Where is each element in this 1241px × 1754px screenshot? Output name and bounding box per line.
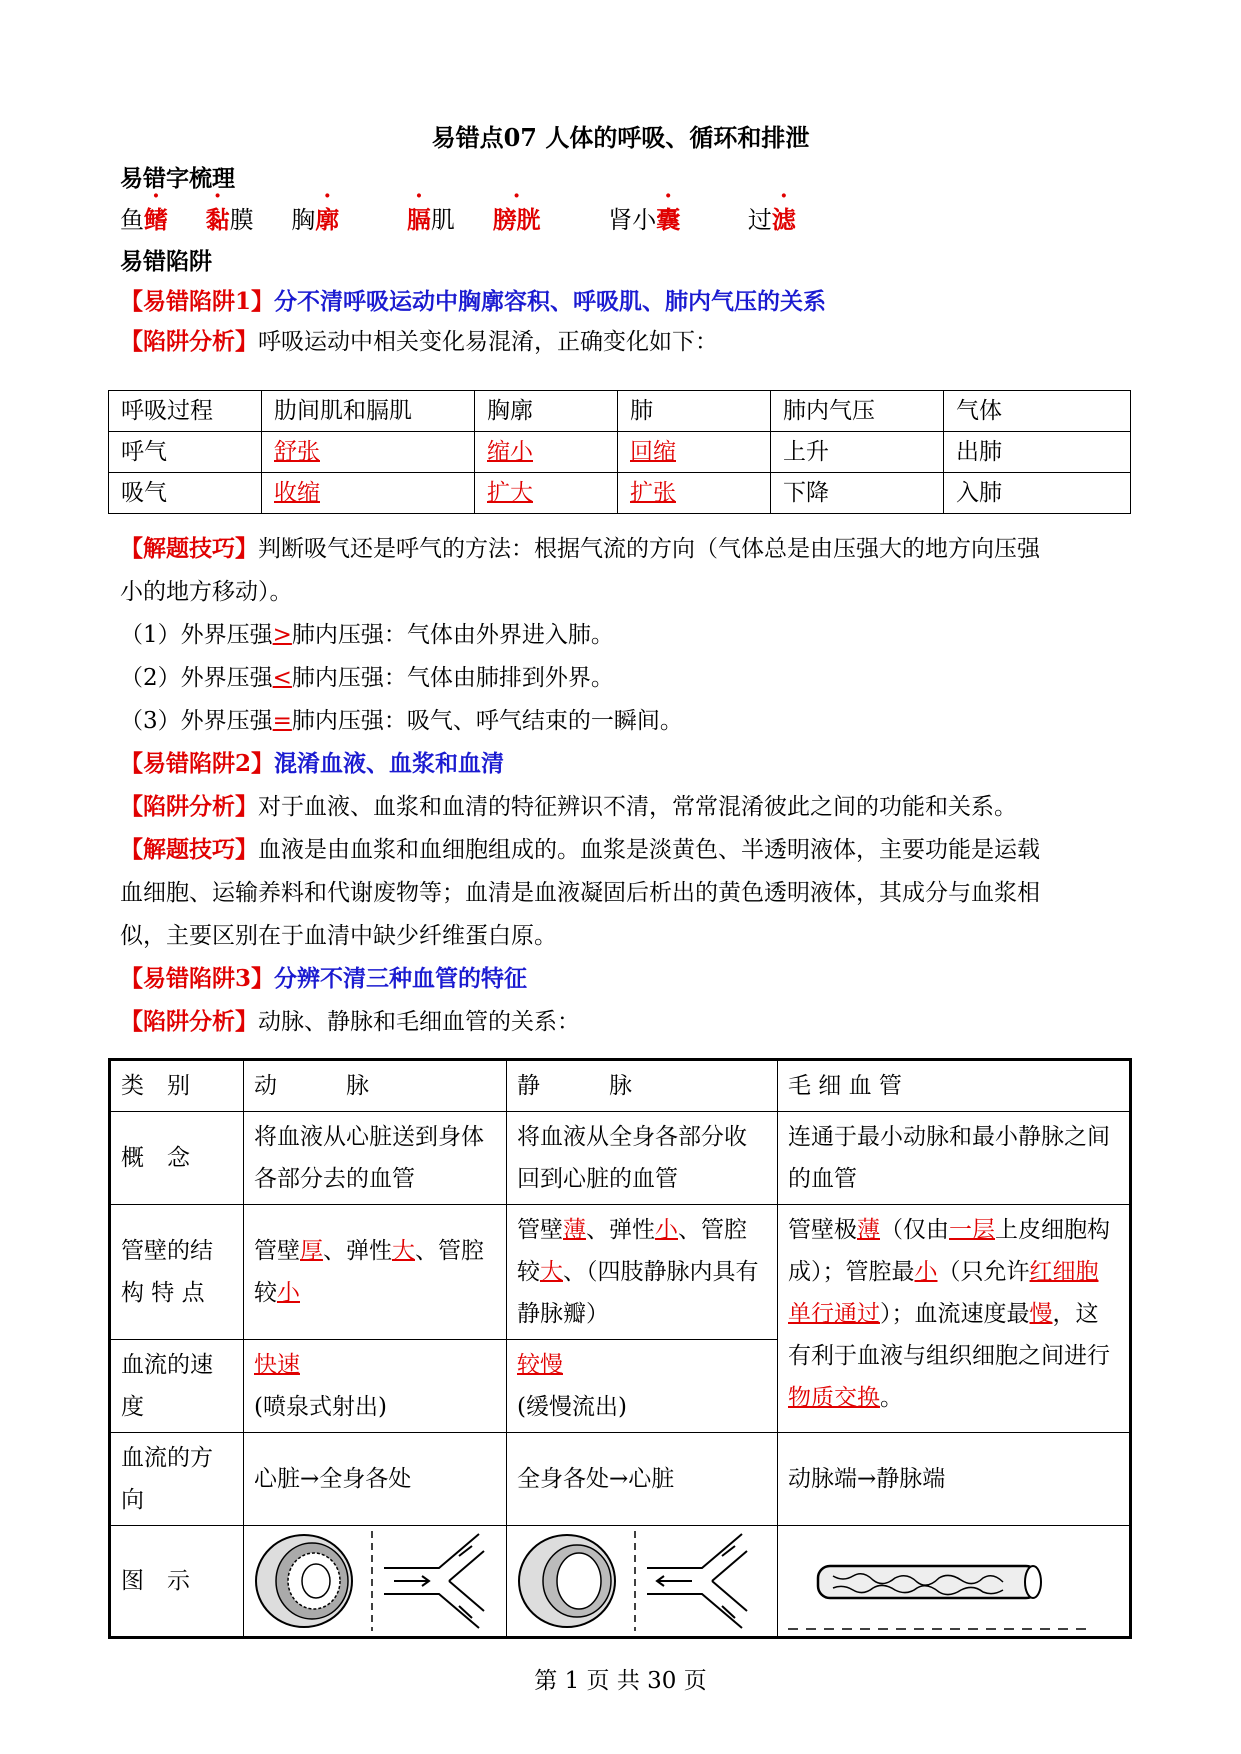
word-2: 黏膜 [205,205,254,234]
table-cell: 扩大 [475,473,618,514]
table-cell: 肺内气压 [771,391,944,432]
table-cell: 动 脉 [244,1060,507,1112]
table-cell: 出肺 [944,432,1131,473]
page-title: 易错点07 人体的呼吸、循环和排泄 [431,123,810,152]
word-4: 膈肌 [406,205,455,234]
word-1: 鱼鳍 [120,205,168,234]
vein-illustration-icon [507,1526,767,1636]
table-cell: 入肺 [944,473,1131,514]
trap1-item-2: （2）外界压强<肺内压强：气体由肺排到外界。 [120,665,614,691]
table-cell: 吸气 [109,473,262,514]
breathing-table [108,390,1131,514]
table-cell: 将血液从全身各部分收回到心脏的血管 [507,1112,778,1205]
table-cell: 呼气 [109,432,262,473]
section-heading-wrong-chars: 易错字梳理 [120,165,235,192]
trap1-tip: 【解题技巧】判断吸气还是呼气的方法：根据气流的方向（气体总是由压强大的地方向压强 [120,535,1040,562]
table-row [110,1526,1131,1638]
table-cell: 胸廓 [475,391,618,432]
trap2-heading: 【易错陷阱2】混淆血液、血浆和血清 [120,750,505,777]
table-cell: 快速 (喷泉式射出) [244,1340,507,1433]
table-cell: 缩小 [475,432,618,473]
table-cell: 静 脉 [507,1060,778,1112]
table-cell: 将血液从心脏送到身体各部分去的血管 [244,1112,507,1205]
vein-diagram [507,1526,778,1638]
table-header-row [110,1060,1131,1112]
table-cell: 心脏→全身各处 [244,1433,507,1526]
trap3-analysis: 【陷阱分析】动脉、静脉和毛细血管的关系： [120,1008,580,1035]
word-3: 胸廓 [291,205,340,234]
table-cell: 血流的方 向 [110,1433,244,1526]
table-row [110,1112,1131,1205]
trap3-heading: 【易错陷阱3】分辨不清三种血管的特征 [120,965,528,992]
table-cell: 类 别 [110,1060,244,1112]
trap2-analysis: 【陷阱分析】对于血液、血浆和血清的特征辨识不清，常常混淆彼此之间的功能和关系。 [120,793,1017,820]
table-row [110,1205,1131,1340]
word-7: 过滤 [747,205,796,234]
table-cell: 呼吸过程 [109,391,262,432]
trap2-tip-cont-1: 血细胞、运输养料和代谢废物等；血清是血液凝固后析出的黄色透明液体，其成分与血浆相 [120,880,1040,906]
table-cell: 肺 [618,391,771,432]
table-cell: 概 念 [110,1112,244,1205]
table-cell: 血流的速 度 [110,1340,244,1433]
word-5: 膀胱 [492,205,541,234]
table-header-row [109,391,1131,432]
blood-vessel-table [108,1058,1132,1639]
capillary-illustration-icon [778,1526,1098,1636]
table-cell: 管壁的结构 特 点 [110,1205,244,1340]
table-cell: 连通于最小动脉和最小静脉之间的血管 [778,1112,1131,1205]
trap1-tip-cont: 小的地方移动）。 [120,579,293,605]
table-cell: 毛 细 血 管 [778,1060,1131,1112]
table-row [109,473,1131,514]
trap1-item-1: （1）外界压强>肺内压强：气体由外界进入肺。 [120,622,614,648]
table-cell: 回缩 [618,432,771,473]
trap1-item-3: （3）外界压强=肺内压强：吸气、呼气结束的一瞬间。 [120,708,683,734]
capillary-diagram [778,1526,1131,1638]
table-cell: 动脉端→静脉端 [778,1433,1131,1526]
table-cell: 肋间肌和膈肌 [262,391,475,432]
table-cell: 管壁极薄（仅由一层上皮细胞构成）；管腔最小（只允许红细胞单行通过）；血流速度最慢，这有利于血液与组织细胞之间进行物质交换。 [778,1205,1131,1433]
page-footer: 第 1 页 共 30 页 [534,1668,707,1694]
table-row [109,432,1131,473]
table-cell: 气体 [944,391,1131,432]
table-cell: 舒张 [262,432,475,473]
trap2-tip: 【解题技巧】血液是由血浆和血细胞组成的。血浆是淡黄色、半透明液体，主要功能是运载 [120,836,1040,863]
table-row [110,1433,1131,1526]
trap2-tip-cont-2: 似，主要区别在于血清中缺少纤维蛋白原。 [120,923,557,949]
table-cell: 图 示 [110,1526,244,1638]
table-cell: 较慢 (缓慢流出) [507,1340,778,1433]
wrong-char-row [120,200,796,235]
table-cell: 管壁薄、弹性小、管腔较大、（四肢静脉内具有静脉瓣） [507,1205,778,1340]
table-cell: 上升 [771,432,944,473]
table-cell: 收缩 [262,473,475,514]
artery-illustration-icon [244,1526,504,1636]
artery-diagram [244,1526,507,1638]
trap1-heading: 【易错陷阱1】分不清呼吸运动中胸廓容积、呼吸肌、肺内气压的关系 [120,288,827,315]
word-6: 肾小囊 [608,205,681,234]
table-cell: 下降 [771,473,944,514]
section-heading-traps: 易错陷阱 [120,248,212,275]
table-cell: 管壁厚、弹性大、管腔较小 [244,1205,507,1340]
table-cell: 扩张 [618,473,771,514]
table-cell: 全身各处→心脏 [507,1433,778,1526]
trap1-analysis: 【陷阱分析】呼吸运动中相关变化易混淆，正确变化如下： [120,328,718,355]
